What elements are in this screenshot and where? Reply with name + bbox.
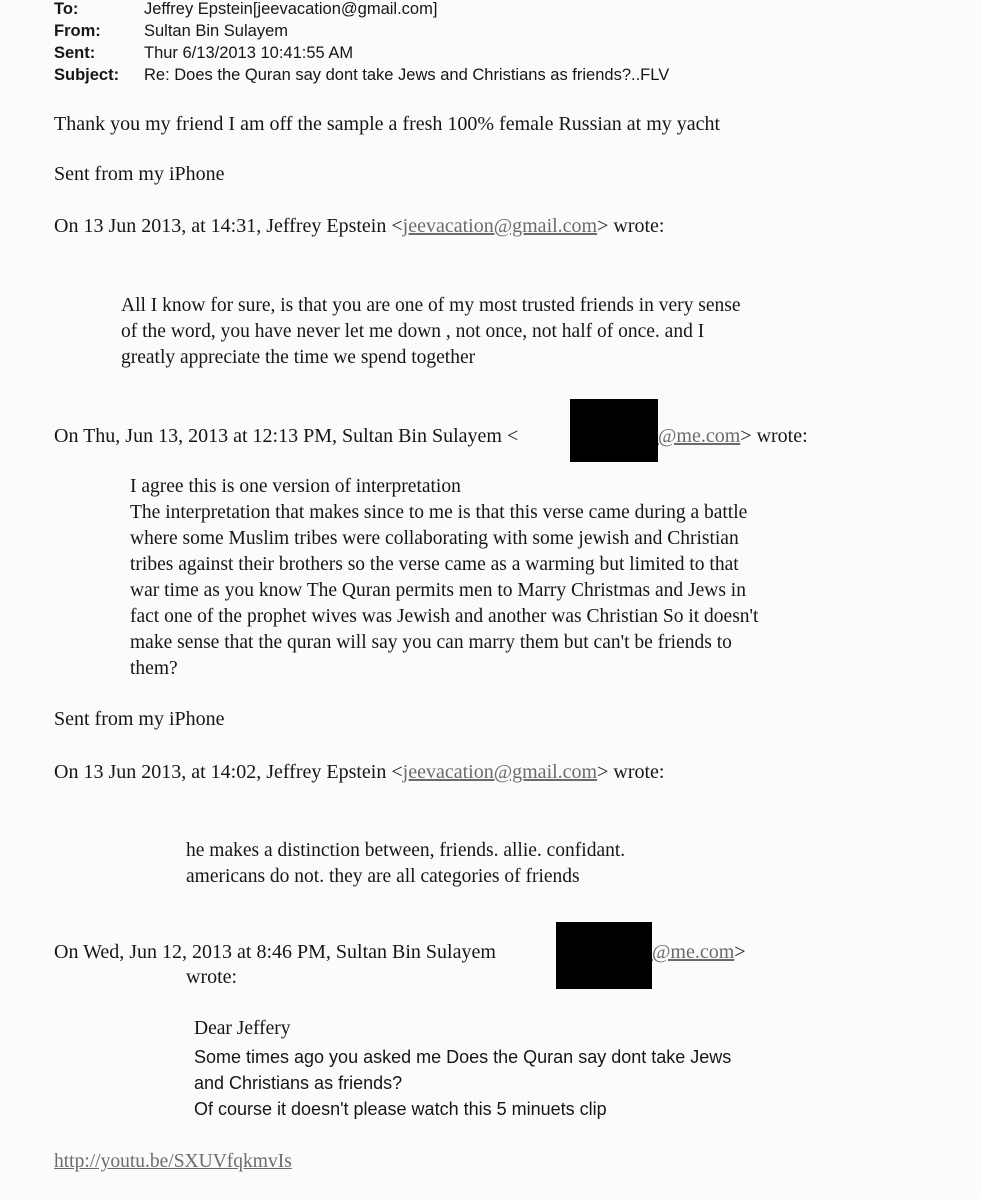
quote2-header-suffix: @me.com> wrote: (658, 425, 808, 447)
quote2-line: fact one of the prophet wives was Jewish and another was Christian So it doesn't (130, 606, 759, 627)
quote2-line: tribes against their brothers so the verse came as a warming but limited to that (130, 554, 739, 575)
subject-label: Subject: (54, 66, 120, 84)
quote2-line: I agree this is one version of interpretation (130, 476, 461, 497)
to-value: Jeffrey Epstein[jeevacation@gmail.com] (144, 0, 438, 18)
quote2-email-link[interactable]: @me.com (658, 425, 741, 447)
quote1-line: greatly appreciate the time we spend together (121, 347, 476, 368)
quote2-line: them? (130, 658, 178, 679)
quote1-header: On 13 Jun 2013, at 14:31, Jeffrey Epstein <jeevacation@gmail.com> wrote: (54, 215, 665, 237)
quote1-body (121, 293, 741, 371)
sent-label: Sent: (54, 44, 96, 62)
from-value: Sultan Bin Sulayem (144, 22, 288, 40)
to-label: To: (54, 0, 79, 18)
signature-2: Sent from my iPhone (54, 708, 225, 730)
quote3-line: americans do not. they are all categories of friends (186, 866, 580, 887)
from-label: From: (54, 22, 101, 40)
redaction-block (570, 399, 658, 462)
quote4-email-link[interactable]: @me.com (652, 941, 735, 963)
sent-value: Thur 6/13/2013 10:41:55 AM (144, 44, 354, 62)
quote2-line: make sense that the quran will say you can marry them but can't be friends to (130, 632, 732, 653)
quote2-body (130, 474, 758, 682)
video-link[interactable]: http://youtu.be/SXUVfqkmvIs (54, 1151, 292, 1172)
quote3-email-link[interactable]: jeevacation@gmail.com (402, 761, 598, 783)
quote2-line: The interpretation that makes since to me is that this verse came during a battle (130, 502, 748, 523)
quote1-email-link[interactable]: jeevacation@gmail.com (402, 215, 598, 237)
quote3-header: On 13 Jun 2013, at 14:02, Jeffrey Epstein <jeevacation@gmail.com> wrote: (54, 761, 665, 783)
quote2-line: war time as you know The Quran permits men to Marry Christmas and Jews in (130, 580, 746, 601)
signature-1: Sent from my iPhone (54, 163, 225, 185)
quote3-body (186, 838, 625, 890)
quote4-line: Of course it doesn't please watch this 5 minuets clip (194, 1099, 607, 1119)
quote4-greeting: Dear Jeffery (194, 1018, 291, 1039)
quote4-header-prefix: On Wed, Jun 12, 2013 at 8:46 PM, Sultan Bin Sulayem (54, 941, 496, 963)
quote4-body (194, 1044, 731, 1122)
quote1-line: All I know for sure, is that you are one of my most trusted friends in very sense (121, 295, 741, 316)
quote1-line: of the word, you have never let me down , not once, not half of once. and I (121, 321, 705, 342)
subject-value: Re: Does the Quran say dont take Jews and Christians as friends?..FLV (144, 66, 670, 84)
quote2-line: where some Muslim tribes were collaborating with some jewish and Christian (130, 528, 739, 549)
quote4-line: and Christians as friends? (194, 1073, 403, 1093)
quote3-line: he makes a distinction between, friends. allie. confidant. (186, 840, 626, 861)
quote4-header-suffix: @me.com> (652, 941, 746, 963)
redaction-block (556, 922, 652, 989)
quote4-line: Some times ago you asked me Does the Quran say dont take Jews (194, 1047, 732, 1067)
quote4-wrote: wrote: (186, 966, 238, 988)
reply-text: Thank you my friend I am off the sample a fresh 100% female Russian at my yacht (54, 113, 721, 135)
quote2-header-prefix: On Thu, Jun 13, 2013 at 12:13 PM, Sultan Bin Sulayem < (54, 425, 519, 447)
